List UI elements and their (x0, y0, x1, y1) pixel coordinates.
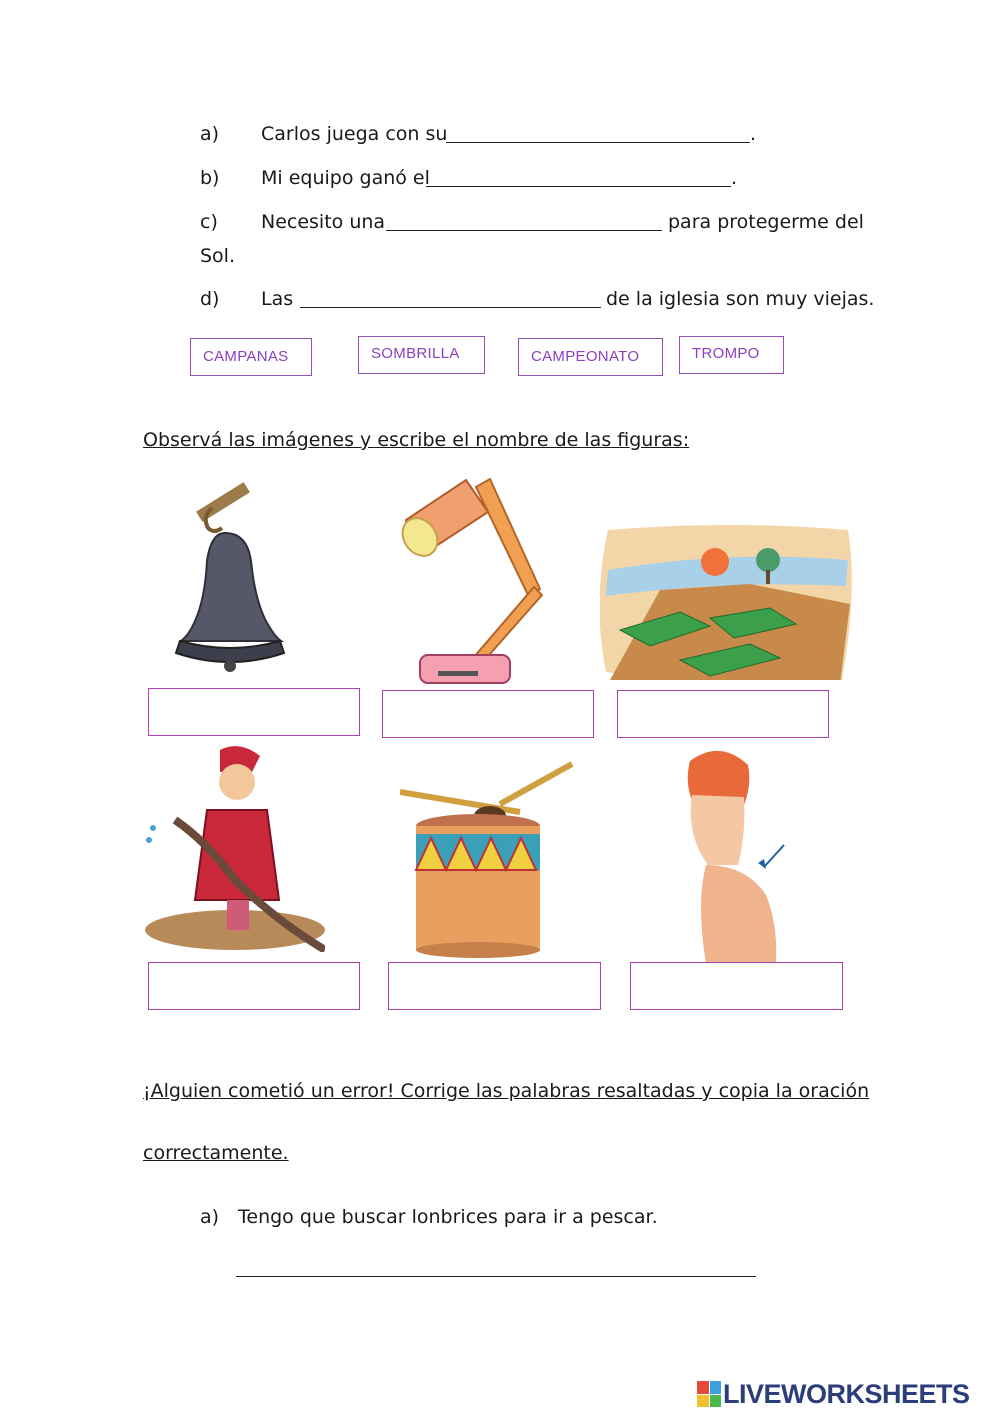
liveworksheets-logo (697, 1377, 970, 1411)
item-letter: a) (200, 1206, 220, 1228)
section2-heading: Observá las imágenes y escribe el nombre de las figuras: (143, 429, 690, 451)
answer-box-lamp[interactable] (382, 690, 594, 738)
answer-blank[interactable] (446, 126, 750, 143)
item-text: Tengo que buscar lonbrices para ir a pescar. (238, 1206, 658, 1228)
item-text-after: para protegerme del (668, 211, 864, 233)
countryside-fields-illustration (600, 520, 855, 680)
word-bank-item[interactable]: SOMBRILLA (358, 336, 485, 374)
item-text-after: de la iglesia son muy viejas. (606, 288, 875, 310)
answer-blank[interactable] (426, 170, 731, 187)
answer-box-firefighter[interactable] (148, 962, 360, 1010)
fill-in-item-c-continuation: Sol. (200, 245, 236, 267)
word-bank-item[interactable]: CAMPANAS (190, 338, 312, 376)
answer-blank[interactable] (300, 291, 601, 308)
answer-box-bell[interactable] (148, 688, 360, 736)
item-text-before: Carlos juega con su (261, 123, 448, 145)
item-letter: c) (200, 211, 218, 233)
correction-answer-line[interactable] (236, 1262, 756, 1277)
answer-box-drum[interactable] (388, 962, 601, 1010)
item-text-before: Mi equipo ganó el (261, 167, 430, 189)
logo-text: LIVEWORKSHEETS (723, 1378, 970, 1409)
item-text-before: Necesito una (261, 211, 386, 233)
item-text-after: . (750, 123, 757, 145)
item-letter: d) (200, 288, 220, 310)
desk-lamp-illustration (398, 475, 546, 690)
boy-shoulder-illustration (678, 745, 798, 963)
item-letter: a) (200, 123, 220, 145)
answer-box-fields[interactable] (617, 690, 829, 738)
bell-illustration (170, 478, 300, 683)
word-bank-item[interactable]: TROMPO (679, 336, 784, 374)
logo-mark-icon (697, 1381, 721, 1407)
answer-box-shoulder[interactable] (630, 962, 843, 1010)
item-text-before: Las (261, 288, 294, 310)
section3-heading-line1: ¡Alguien cometió un error! Corrige las palabras resaltadas y copia la oración (143, 1080, 870, 1102)
item-letter: b) (200, 167, 220, 189)
section3-heading-line2: correctamente. (143, 1142, 289, 1164)
drum-illustration (400, 760, 580, 960)
word-bank-item[interactable]: CAMPEONATO (518, 338, 663, 376)
firefighter-illustration (145, 740, 325, 952)
item-text-after: . (731, 167, 738, 189)
answer-blank[interactable] (386, 214, 662, 231)
